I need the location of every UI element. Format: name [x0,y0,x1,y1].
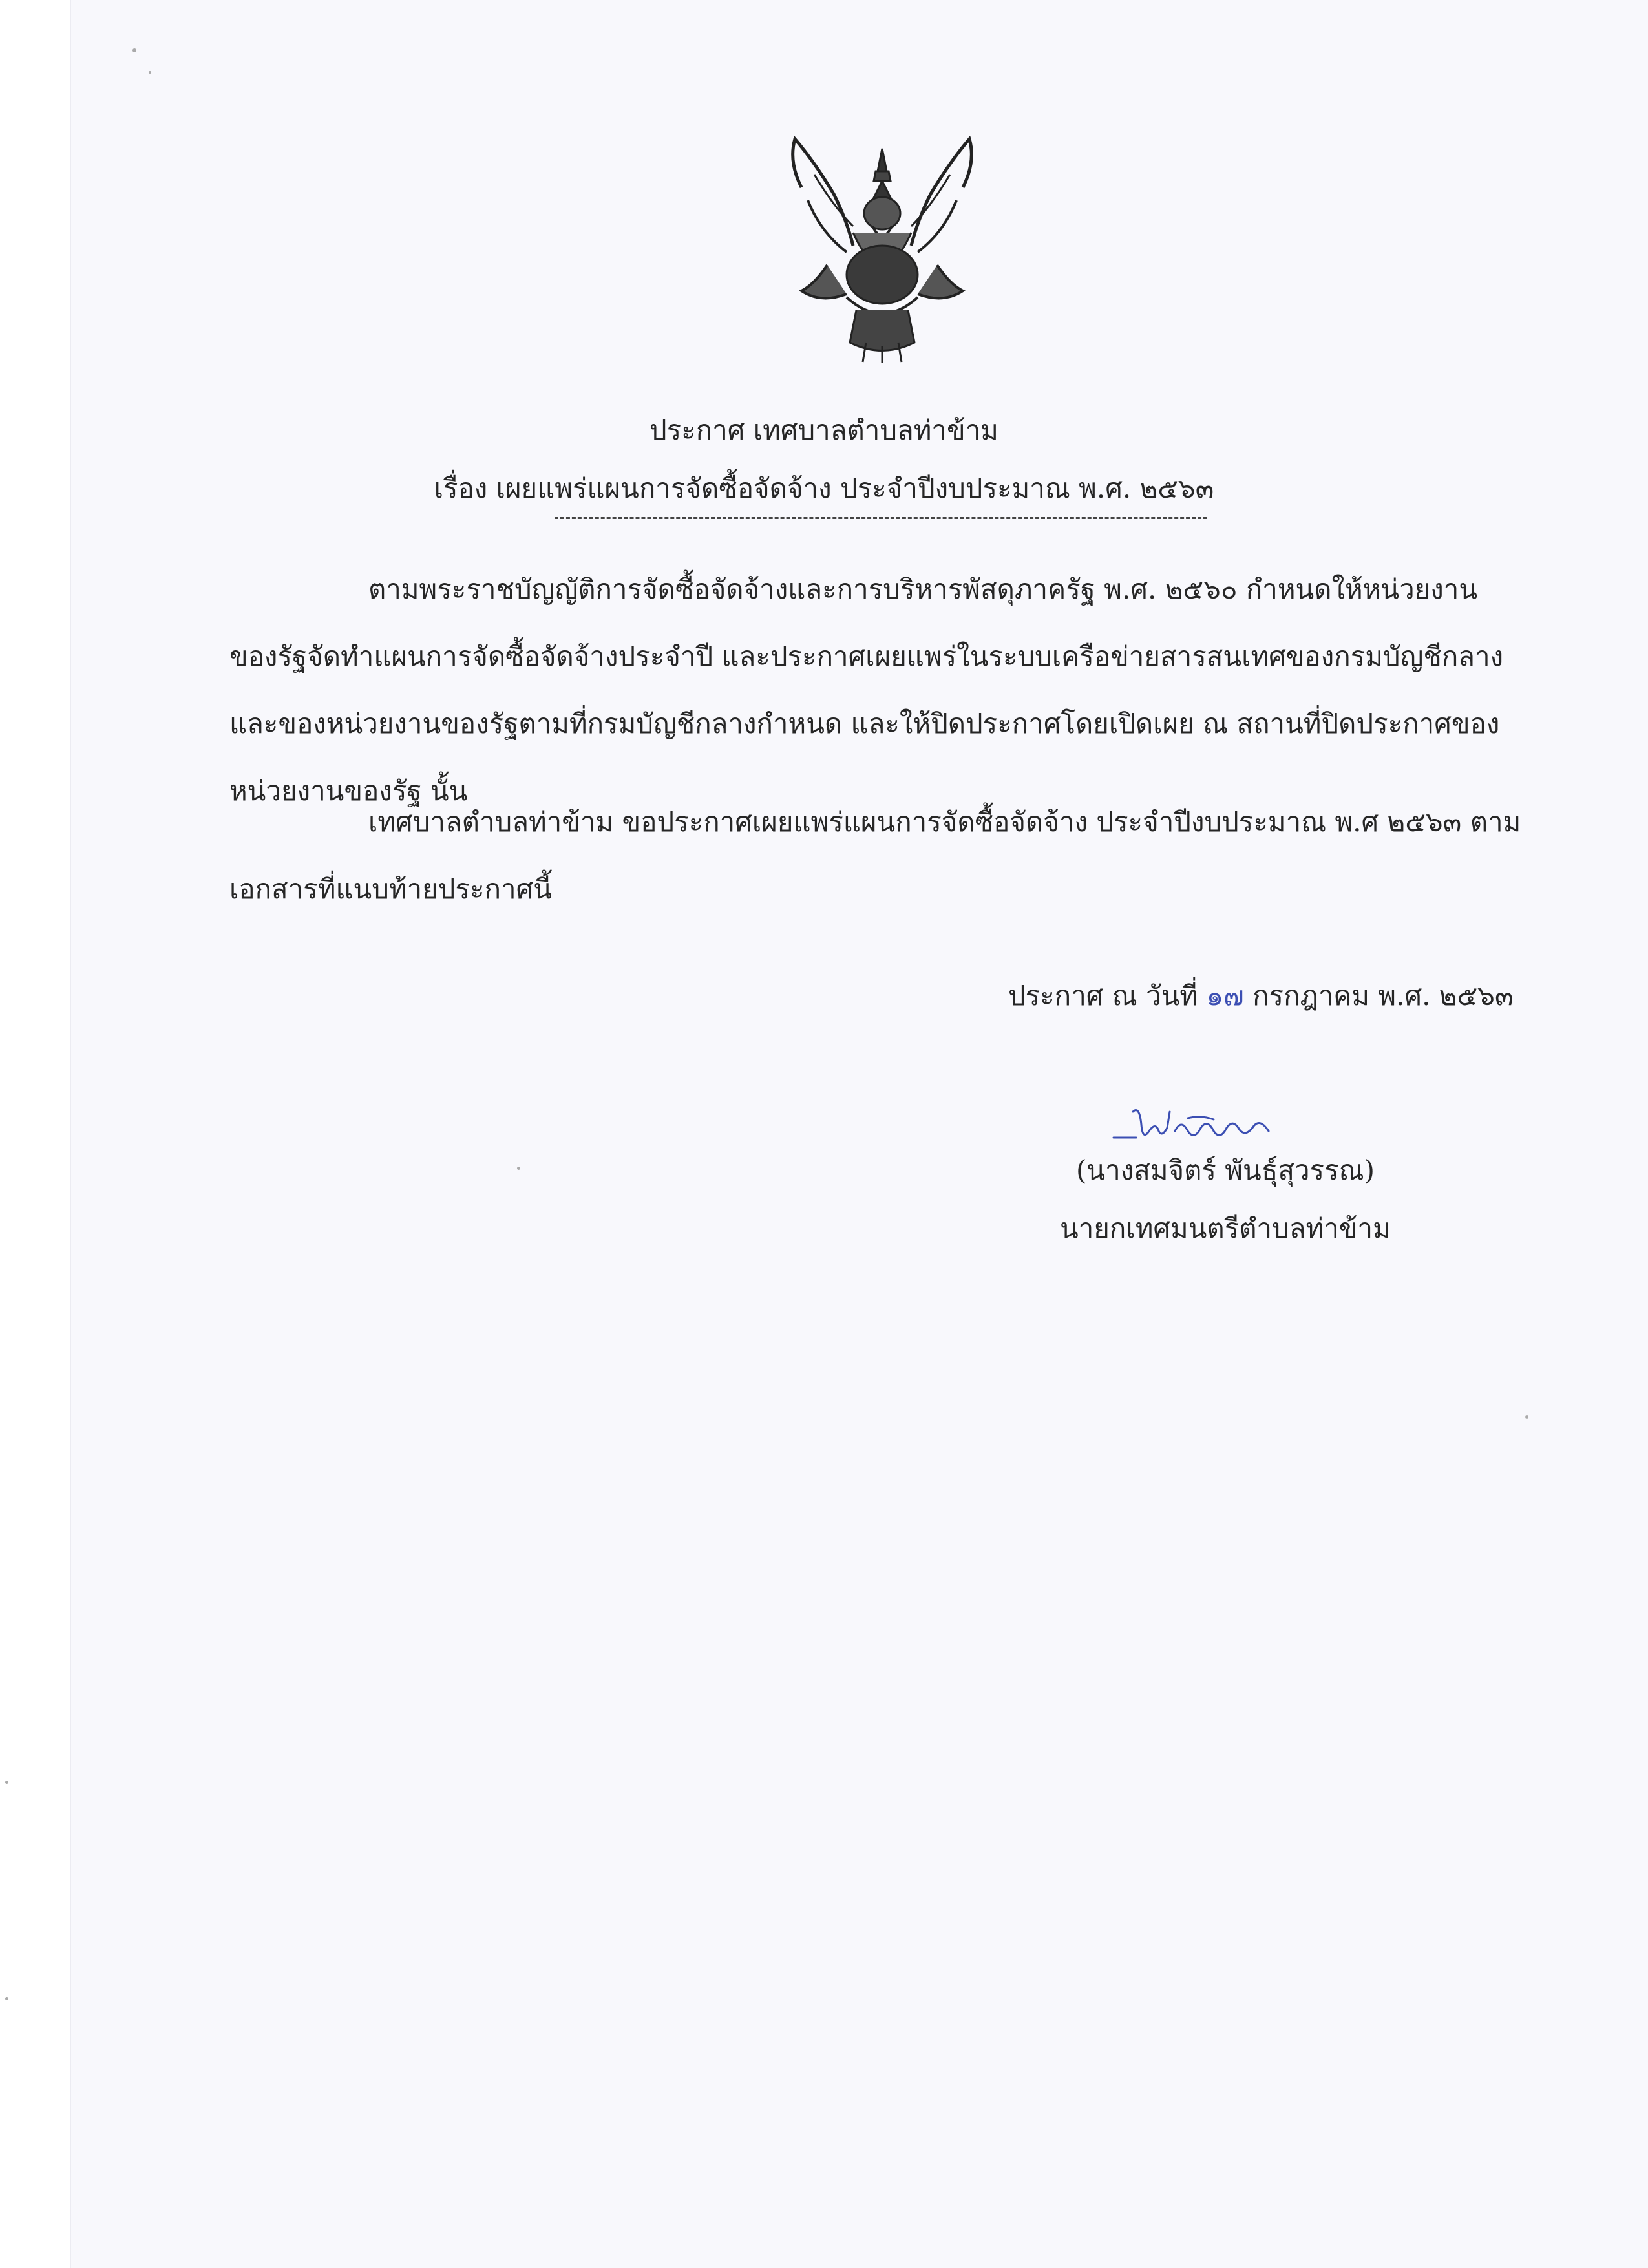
date-suffix: กรกฎาคม พ.ศ. ๒๕๖๓ [1252,980,1514,1012]
announcement-subject: เรื่อง เผยแพร่แผนการจัดซื้อจัดจ้าง ประจำปีงบประมาณ พ.ศ. ๒๕๖๓ [434,472,1214,504]
body-paragraph-1: ตามพระราชบัญญัติการจัดซื้อจัดจ้างและการบริหารพัสดุภาครัฐ พ.ศ. ๒๕๖๐ กำหนดให้หน่วยงานของรัฐจัดทำแผนการจัดซื้อจัดจ้างประจำปี และประกาศเผยแพร่ในระบบเครือข่ายสารสนเทศของกรมบัญชีกลางและของหน่วยงานของรัฐตามที่กรมบัญชีกลางกำหนด และให้ปิดประกาศโดยเปิดเผย ณ สถานที่ปิดประกาศของหน่วยงานของรัฐ นั้น [229,573,1504,807]
header-divider [555,517,1207,519]
date-day: ๑๗ [1206,980,1244,1012]
announcement-date [1008,982,1514,1010]
garuda-emblem-icon [776,136,989,365]
date-prefix: ประกาศ ณ วันที่ [1008,980,1198,1012]
paper-speck [1525,1415,1528,1419]
paper-speck [5,1997,8,2000]
body-paragraph-2: เทศบาลตำบลท่าข้าม ขอประกาศเผยแพร่แผนการจัดซื้อจัดจ้าง ประจำปีงบประมาณ พ.ศ ๒๕๖๓ ตามเอกสารที่แนบท้ายประกาศนี้ [229,806,1521,905]
paper-speck [517,1167,520,1170]
announcement-header: ประกาศ เทศบาลตำบลท่าข้าม [650,414,998,446]
signer-name: (นางสมจิตร์ พันธุ์สุวรรณ) [1076,1154,1375,1186]
signer-title: นายกเทศมนตรีตำบลท่าข้าม [1060,1213,1391,1244]
paper-speck [132,48,136,52]
paper-speck [5,1781,8,1784]
paper-speck [149,71,151,74]
signature [1110,1092,1278,1157]
